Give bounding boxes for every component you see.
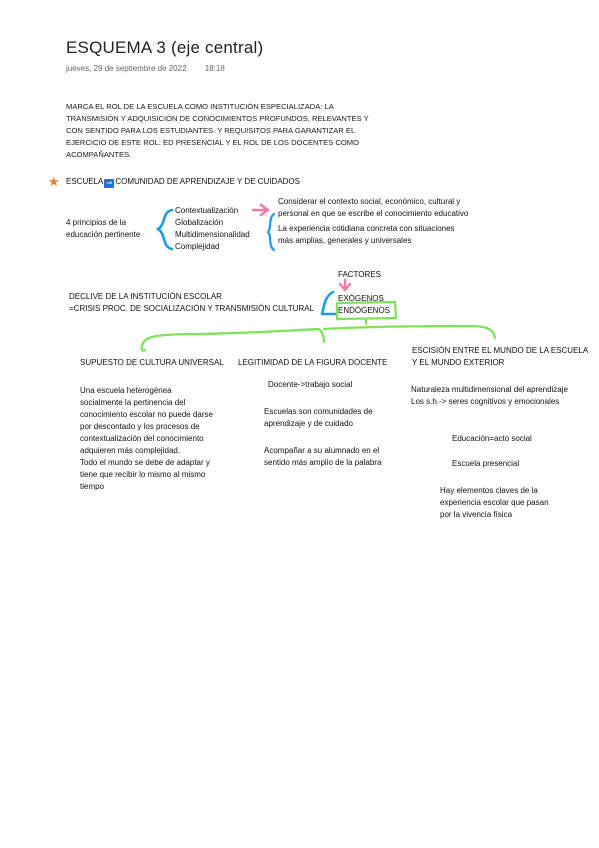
- declive-line2: =CRISIS PROC. DE SOCIALIZACIÓN Y TRANSMISIÓN CULTURAL: [69, 304, 315, 313]
- star-icon: ★: [48, 174, 60, 189]
- experiencia-line1: La experiencia cotidiana concreta con situaciones: [278, 224, 455, 233]
- principio-item: Globalización: [175, 218, 224, 227]
- arrow-right-icon: ⇒: [104, 179, 114, 188]
- pink-down-arrow-icon: [340, 280, 350, 290]
- col2-p3-line2: sentido más amplio de la palabra: [264, 458, 382, 467]
- col2-p3-line1: Acompañar a su alumnado en el: [264, 446, 380, 455]
- factores-bracket: [322, 292, 336, 314]
- contexto-line2: personal en que se escribe el conocimiento educativo: [278, 209, 469, 218]
- col1-line: tiempo: [80, 482, 105, 491]
- col3-p3: Escuela presencial: [452, 459, 520, 468]
- col1-line: adquieren más complejidad.: [80, 446, 181, 455]
- escuela-label: ESCUELA: [66, 177, 104, 186]
- col3-p4-line3: por la vivencia física: [440, 510, 513, 519]
- col2-heading: LEGITIMIDAD DE LA FIGURA DOCENTE: [238, 358, 388, 367]
- endogenos-label: ENDÓGENOS: [338, 306, 391, 315]
- page-date: jueves, 29 de septiembre de 2022: [66, 64, 187, 73]
- col1-line: tiene que recibir lo mismo al mismo: [80, 470, 206, 479]
- col3-heading-line2: Y EL MUNDO EXTERIOR: [412, 358, 505, 367]
- exogenos-label: EXÓGENOS: [338, 294, 384, 303]
- principios-label-line1: 4 principios de la: [66, 218, 127, 227]
- principio-item: Contextualización: [175, 206, 239, 215]
- experiencia-bracket: [268, 214, 274, 250]
- endogenos-box: [337, 302, 396, 319]
- factores-label: FACTORES: [338, 270, 381, 279]
- contexto-line1: Considerar el contexto social, económico, cultural y: [278, 197, 461, 206]
- col2-p2-line1: Escuelas son comunidades de: [264, 407, 373, 416]
- col1-heading: SUPUESTO DE CULTURA UNIVERSAL: [80, 358, 224, 367]
- col1-line: por descontado y los procesos de: [80, 422, 200, 431]
- col3-p4-line1: Hay elementos claves de la: [440, 486, 538, 495]
- page-title: ESQUEMA 3 (eje central): [66, 38, 264, 57]
- col1-line: Todo el mundo se debe de adaptar y: [80, 458, 210, 467]
- col3-p4-line2: experiencia escolar que pasan: [440, 498, 549, 507]
- col3-p1-line2: Los s.h.-> seres cognitivos y emocionales: [411, 397, 560, 406]
- principios-label-line2: educación pertinente: [66, 230, 141, 239]
- col3-p1-line1: Naturaleza multidimensional del aprendizaje: [411, 385, 568, 394]
- principio-item: Complejidad: [175, 242, 220, 251]
- intro-text: MARCA EL ROL DE LA ESCUELA COMO INSTITUCIÓN ESPECIALIZADA: LA TRANSMISIÓN Y ADQUISICIÓN DE CONOCIMIENTOS PROFUNDOS, RELEVANTES Y CON SENTIDO PARA LOS ESTUDIANTES. Y REQUISITOS PARA GARANTIZAR EL EJERCICIO DE ESTE ROL: ED PRESENCIAL Y EL ROL DE LOS DOCENTES COMO ACOMPAÑANTES.: [66, 102, 369, 159]
- col1-line: contextualización del conocimiento: [80, 434, 204, 443]
- pink-arrow-icon: [253, 205, 268, 215]
- col3-p2: Educación=acto social: [452, 434, 532, 443]
- declive-line1: DECLIVE DE LA INSTITUCIÓN ESCOLAR: [69, 292, 222, 301]
- green-brace-left-end: [142, 346, 145, 351]
- comunidad-label: COMUNIDAD DE APRENDIZAJE Y DE CUIDADOS: [115, 177, 300, 186]
- col1-line: socialmente la pertinencia del: [80, 398, 186, 407]
- col2-p1: Docente->trabajo social: [268, 380, 353, 389]
- col3-heading-line1: ESCISIÓN ENTRE EL MUNDO DE LA ESCUELA: [412, 346, 589, 355]
- col2-p2-line2: aprendizaje y de cuidado: [264, 419, 353, 428]
- green-brace: [142, 326, 495, 346]
- experiencia-line2: más amplias, generales y universales: [278, 236, 412, 245]
- col1-line: Una escuela heterogénea: [80, 386, 172, 395]
- page-time: 18:18: [204, 64, 225, 73]
- col1-line: conocimiento escolar no puede darse: [80, 410, 213, 419]
- principio-item: Multidimensionalidad: [175, 230, 250, 239]
- principios-bracket: [158, 210, 172, 249]
